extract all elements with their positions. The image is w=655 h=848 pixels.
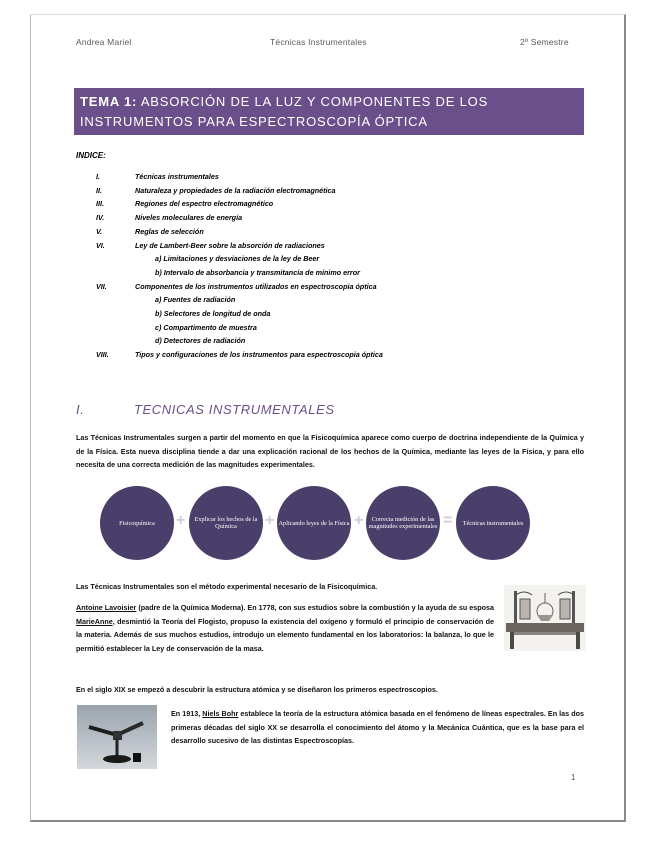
- diagram-node-aplicando: Aplicando leyes de la Física: [277, 486, 351, 560]
- toc-subitem-text: a) Fuentes de radiación: [155, 295, 236, 305]
- plus-icon: +: [354, 512, 364, 529]
- paragraph-bohr-text-b: establece la teoría de la estructura atómica basada en el fenómeno de líneas espectrales. En las dos primeras décadas del siglo XX se desarrolla el conocimiento del átomo y la Mecánica Cuántica, que es la base para el desarrollo sucesivo de las distintas Espectroscopías.: [171, 709, 584, 745]
- toc-item-text: Niveles moleculares de energía: [135, 213, 243, 223]
- section-number: I.: [76, 402, 85, 417]
- intro-paragraph: Las Técnicas Instrumentales surgen a partir del momento en que la Fisicoquímica aparece como cuerpo de doctrina independiente de la Química y de la Física. Esta nueva disciplina tiende a dar una explicación racional de los hechos de la Química, mediante las leyes de la Física, y para ello necesita de una correcta medición de las magnitudes experimentales.: [76, 433, 584, 469]
- diagram-node-medicion: Correcta medición de las magnitudes experimentales: [366, 486, 440, 560]
- paragraph-lavoisier: [76, 601, 494, 655]
- diagram-node-tecnicas: Técnicas instrumentales: [456, 486, 530, 560]
- paragraph-lavoisier-text-a: (padre de la Química Moderna). En 1778, con sus estudios sobre la combustión y la ayuda de su esposa: [136, 603, 495, 612]
- toc-item-number: V.: [96, 226, 103, 236]
- toc-item-number: IV.: [96, 213, 105, 223]
- paragraph-xix-century: En el siglo XIX se empezó a descubrir la estructura atómica y se diseñaron los primeros espectroscopios.: [76, 685, 438, 694]
- toc-subitem-text: a) Limitaciones y desviaciones de la ley de Beer: [155, 254, 320, 264]
- plus-icon: +: [265, 512, 275, 529]
- toc-subitem-text: d) Detectores de radiación: [155, 336, 246, 346]
- toc-item-number: III.: [96, 199, 104, 209]
- toc-subitem-text: b) Intervalo de absorbancia y transmitancia de mínimo error: [155, 267, 360, 277]
- diagram-node-fisicoquimica: Fisicoquímica: [100, 486, 174, 560]
- link-niels-bohr: Niels Bohr: [202, 709, 239, 718]
- header-semester: 2º Semestre: [520, 37, 569, 47]
- toc-item-text: Componentes de los instrumentos utilizados en espectroscopia óptica: [135, 281, 377, 291]
- title-line2: INSTRUMENTOS PARA ESPECTROSCOPÍA ÓPTICA: [80, 114, 428, 129]
- diagram-node-explicar: Explicar los hechos de la Química: [189, 486, 263, 560]
- plus-icon: +: [176, 512, 186, 529]
- toc-item-number: VI.: [96, 240, 105, 250]
- index-heading: INDICE:: [76, 151, 106, 160]
- toc-item-text: Tipos y configuraciones de los instrumentos para espectroscopia óptica: [135, 350, 383, 360]
- section-title-text: TECNICAS INSTRUMENTALES: [134, 402, 335, 417]
- toc-item-text: Regiones del espectro electromagnético: [135, 199, 274, 209]
- link-lavoisier: Antoine Lavoisier: [76, 603, 137, 612]
- paragraph-bohr: [171, 707, 584, 748]
- header-author: Andrea Mariel: [76, 37, 132, 47]
- equals-icon: =: [443, 512, 453, 529]
- toc-item-number: II.: [96, 185, 102, 195]
- toc-item-number: VIII.: [96, 350, 109, 360]
- paragraph-lavoisier-text-b: desmintió la Teoría del Flogisto, propuso la existencia del oxígeno y formuló el principio de conservación de la materia. Además de sus muchos estudios, introdujo un elemento fundamental en los laboratorios: la balanza, lo que le permitió establecer la Ley de conservación de la masa.: [76, 616, 494, 653]
- paragraph-bohr-text-a: En 1913,: [171, 709, 203, 718]
- header-subject: Técnicas Instrumentales: [270, 37, 367, 47]
- toc-item-text: Técnicas instrumentales: [135, 172, 219, 181]
- toc-subitem-text: b) Selectores de longitud de onda: [155, 309, 271, 318]
- title-banner: [74, 88, 584, 135]
- toc-item-number: VII.: [96, 281, 107, 291]
- toc-item-text: Ley de Lambert-Beer sobre la absorción de radiaciones: [135, 240, 325, 250]
- toc-item-number: I.: [96, 172, 100, 181]
- page-number: 1: [571, 773, 576, 782]
- toc-item-text: Reglas de selección: [135, 226, 204, 236]
- page: [30, 14, 626, 822]
- section-title: [76, 402, 335, 417]
- title-line1: ABSORCIÓN DE LA LUZ Y COMPONENTES DE LOS: [140, 94, 489, 109]
- lavoisier-apparatus-image: [504, 585, 586, 651]
- spectroscope-image: [77, 705, 157, 769]
- toc-subitem-text: c) Compartimento de muestra: [155, 322, 257, 332]
- paragraph-method: Las Técnicas Instrumentales son el método experimental necesario de la Fisicoquímica.: [76, 582, 378, 591]
- toc-item-text: Naturaleza y propiedades de la radiación electromagnética: [135, 185, 336, 195]
- title-tag: TEMA 1:: [80, 94, 138, 109]
- link-marieanne: MarieAnne,: [76, 616, 115, 626]
